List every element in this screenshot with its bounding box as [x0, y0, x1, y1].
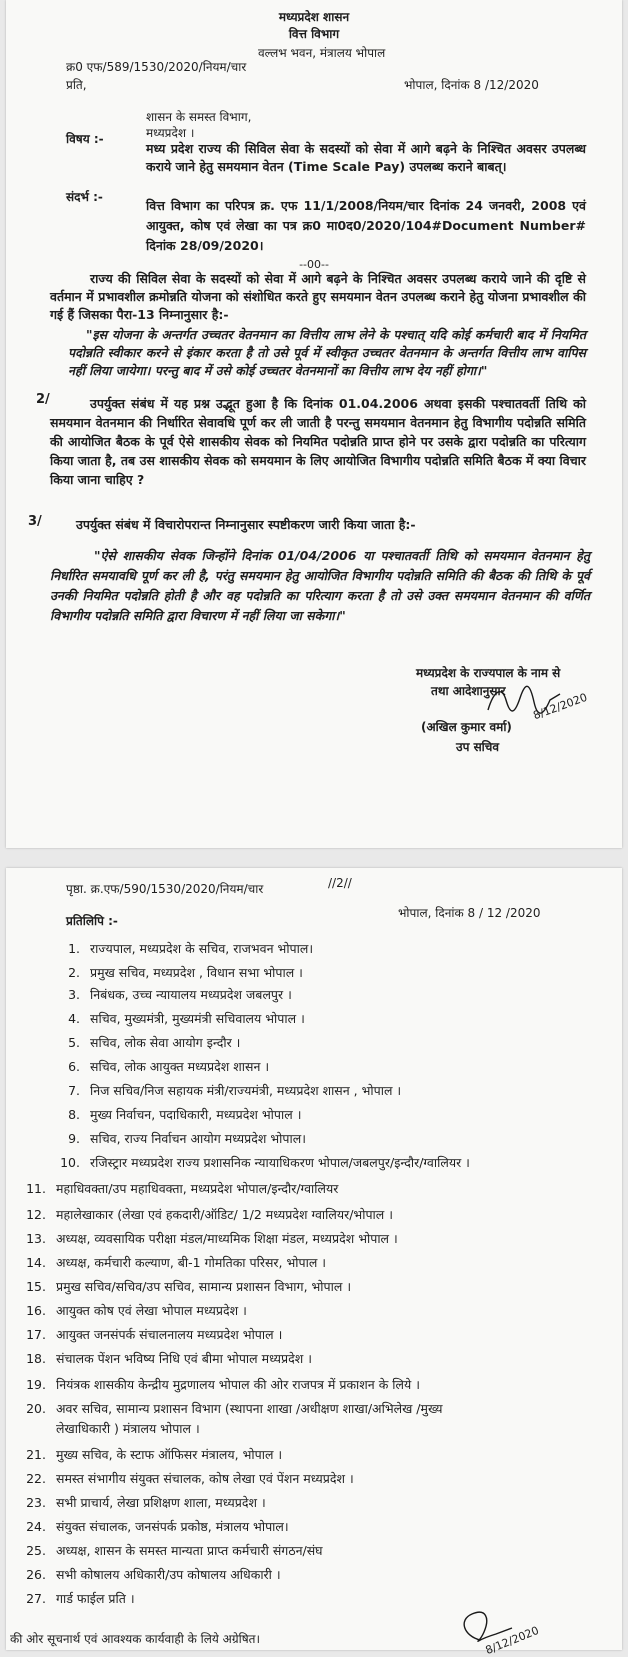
recipient-text: लेखाधिकारी ) मंत्रालय भोपाल ।: [56, 1421, 200, 1436]
copy-reference-number: पृष्ठा. क्र.एफ/590/1530/2020/नियम/चार: [66, 882, 264, 896]
recipient-number: 2.: [68, 965, 80, 980]
recipient-text: मुख्य सचिव, के स्टाफ ऑफिसर मंत्रालय, भोपाल ।: [56, 1447, 283, 1462]
recipient-list-item: [56, 964, 303, 981]
closing-line-2: तथा आदेशानुसार: [431, 684, 506, 698]
recipient-text: गार्ड फाईल प्रति ।: [56, 1591, 135, 1606]
recipient-line-1: शासन के समस्त विभाग,: [146, 110, 252, 124]
recipient-number: 21.: [26, 1447, 46, 1462]
paragraph-2-number: 2/: [36, 392, 50, 407]
recipient-line-2: मध्यप्रदेश ।: [146, 126, 195, 140]
recipient-number: 25.: [26, 1543, 46, 1558]
recipient-list-item: [22, 1302, 247, 1319]
recipient-list-item: [56, 1010, 305, 1027]
signature-date: 8/12/2020: [531, 690, 589, 723]
recipient-text: नियंत्रक शासकीय केन्द्रीय मुद्रणालय भोपाल की ओर राजपत्र में प्रकाशन के लिये ।: [56, 1377, 420, 1392]
recipient-text: आयुक्त जनसंपर्क संचालनालय मध्यप्रदेश भोपाल ।: [56, 1327, 283, 1342]
recipient-list-item: [56, 940, 313, 957]
recipient-list-item: [22, 1254, 326, 1271]
place-date: भोपाल, दिनांक 8 /12/2020: [404, 78, 539, 92]
quote-paragraph-13: "इस योजना के अन्तर्गत उच्चतर वेतनमान का वित्तीय लाभ लेने के पश्चात् यदि कोई कर्मचारी बाद में नियमित पदोन्नति स्वीकार करने से इंकार करता है तो उसे पूर्व में स्वीकृत उच्चतर वेतनमान के अन्तर्गत वित्तीय लाभ वापिस नहीं लिया जायेगा। परन्तु बाद में उसे कोई उच्चतर वेतनमानों का वित्तीय लाभ देय नहीं होगा।": [68, 327, 586, 378]
recipient-number: 8.: [68, 1107, 80, 1122]
recipient-list-item: [22, 1470, 354, 1487]
recipient-number: 17.: [26, 1327, 46, 1342]
subject-label: विषय :-: [66, 132, 104, 146]
recipient-number: 27.: [26, 1591, 46, 1606]
recipient-text: निबंधक, उच्च न्यायालय मध्यप्रदेश जबलपुर ।: [90, 987, 292, 1002]
recipient-number: 1.: [68, 941, 80, 956]
recipient-list-item: [22, 1206, 393, 1223]
recipient-text: सचिव, मुख्यमंत्री, मुख्यमंत्री सचिवालय भोपाल ।: [90, 1011, 305, 1026]
recipient-text: रजिस्ट्रार मध्यप्रदेश राज्य प्रशासनिक न्यायाधिकरण भोपाल/जबलपुर/इन्दौर/ग्वालियर ।: [90, 1155, 470, 1170]
recipient-list-item: [56, 1154, 470, 1171]
recipient-list-item: [22, 1180, 338, 1197]
copy-label: प्रतिलिपि :-: [66, 914, 118, 928]
recipient-text: समस्त संभागीय संयुक्त संचालक, कोष लेखा एवं पेंशन मध्यप्रदेश ।: [56, 1471, 354, 1486]
forwarding-note: की ओर सूचनार्थ एवं आवश्यक कार्यवाही के लिये अग्रेषित।: [10, 1632, 261, 1646]
header-address: वल्लभ भवन, मंत्रालय भोपाल: [258, 46, 386, 60]
signatory-name: (अखिल कुमार वर्मा): [421, 720, 512, 734]
recipient-text: महालेखाकार (लेखा एवं हकदारी/ऑडिट/ 1/2 मध्यप्रदेश ग्वालियर/भोपाल ।: [56, 1207, 393, 1222]
recipient-list-item: [22, 1566, 281, 1583]
signatory-title: उप सचिव: [456, 740, 500, 754]
paragraph-2: उपर्युक्त संबंध में यह प्रश्न उद्भूत हुआ है कि दिनांक 01.04.2006 अथवा इसकी पश्चातवर्ती तिथि को समयमान वेतनमान की निर्धारित सेवावधि पूर्ण कर ली जाती है परन्तु समयमान वेतनमान हेतु विभागीय पदोन्नति समिति की आयोजित बैठक के पूर्व ऐसे शासकीय सेवक को नियमित पदोन्नति प्राप्त होने पर उसके द्वारा पदोन्नति का परित्याग किया जाता है, तब उस शासकीय सेवक को समयमान के लिए आयोजित विभागीय पदोन्नति समिति बैठक में क्या विचार किया जाना चाहिए ?: [50, 396, 586, 487]
recipient-list-item: [22, 1376, 420, 1393]
recipient-list-item: [22, 1278, 351, 1295]
recipient-text: सचिव, लोक सेवा आयोग इन्दौर ।: [90, 1035, 241, 1050]
header-government: मध्यप्रदेश शासन: [278, 10, 350, 24]
letter-page-1: [6, 0, 622, 848]
recipient-number: 3.: [68, 987, 80, 1002]
subject-text: मध्य प्रदेश राज्य की सिविल सेवा के सदस्यों को सेवा में आगे बढ़ने के निश्चित अवसर उपलब्ध कराये जाने हेतु समयमान वेतन (Time Scale Pay) उपलब्ध कराने बाबत्।: [146, 141, 586, 174]
closing-line-1: मध्यप्रदेश के राज्यपाल के नाम से: [416, 666, 561, 680]
page-marker: //2//: [328, 876, 352, 890]
recipient-number: 26.: [26, 1567, 46, 1582]
reference-label: संदर्भ :-: [66, 190, 103, 204]
recipient-list-item: [56, 1058, 269, 1075]
recipient-list-item: [22, 1400, 443, 1417]
recipient-list-item: [22, 1420, 200, 1437]
recipient-list-item: [56, 986, 292, 1003]
recipient-text: सचिव, लोक आयुक्त मध्यप्रदेश शासन ।: [90, 1059, 270, 1074]
header-department: वित्त विभाग: [288, 27, 340, 41]
recipient-text: प्रमुख सचिव/सचिव/उप सचिव, सामान्य प्रशासन विभाग, भोपाल ।: [56, 1279, 352, 1294]
to-label: प्रति,: [66, 78, 87, 92]
recipient-text: सभी कोषालय अधिकारी/उप कोषालय अधिकारी ।: [56, 1567, 281, 1582]
paragraph-3-number: 3/: [28, 514, 42, 529]
recipient-text: प्रमुख सचिव, मध्यप्रदेश , विधान सभा भोपाल ।: [90, 965, 303, 980]
recipient-number: 22.: [26, 1471, 46, 1486]
recipient-number: 15.: [26, 1279, 46, 1294]
recipient-number: 11.: [26, 1181, 46, 1196]
recipient-number: 7.: [68, 1083, 80, 1098]
copy-place-date: भोपाल, दिनांक 8 / 12 /2020: [398, 906, 541, 920]
recipient-list-item: [56, 1034, 240, 1051]
recipient-text: राज्यपाल, मध्यप्रदेश के सचिव, राजभवन भोपाल।: [90, 941, 314, 956]
recipient-list-item: [22, 1350, 312, 1367]
recipient-list-item: [56, 1130, 306, 1147]
recipient-text: सभी प्राचार्य, लेखा प्रशिक्षण शाला, मध्यप्रदेश ।: [56, 1495, 266, 1510]
separator: --00--: [299, 258, 329, 271]
recipient-number: 23.: [26, 1495, 46, 1510]
quote-clarification: "ऐसे शासकीय सेवक जिन्होंने दिनांक 01/04/2006 या पश्चातवर्ती तिथि को समयमान वेतनमान हेतु निर्धारित समयावधि पूर्ण कर ली है, परंतु समयमान हेतु आयोजित विभागीय पदोन्नति समिति की बैठक की तिथि के पूर्व उनकी नियमित पदोन्नति होती है और वह पदोन्नति का परित्याग करता है तो उसे उक्त समयमान वेतनमान की वर्णित विभागीय पदोन्नति समिति द्वारा विचारण में नहीं लिया जा सकेगा।": [50, 548, 590, 623]
recipient-text: संचालक पेंशन भविष्य निधि एवं बीमा भोपाल मध्यप्रदेश ।: [56, 1351, 312, 1366]
recipient-number: 16.: [26, 1303, 46, 1318]
reference-number: क्र0 एफ/589/1530/2020/नियम/चार: [66, 60, 247, 74]
recipient-text: अध्यक्ष, व्यवसायिक परीक्षा मंडल/माध्यमिक शिक्षा मंडल, मध्यप्रदेश भोपाल ।: [56, 1231, 398, 1246]
recipient-list-item: [22, 1326, 282, 1343]
recipient-text: मुख्य निर्वाचन, पदाधिकारी, मध्यप्रदेश भोपाल ।: [90, 1107, 302, 1122]
recipient-list-item: [56, 1106, 301, 1123]
letter-page-2: [6, 868, 622, 1657]
recipient-text: आयुक्त कोष एवं लेखा भोपाल मध्यप्रदेश ।: [56, 1303, 247, 1318]
recipient-number: 10.: [60, 1155, 80, 1170]
copy-signature-date: 8/12/2020: [483, 1623, 541, 1657]
recipient-number: 9.: [68, 1131, 80, 1146]
recipient-text: अवर सचिव, सामान्य प्रशासन विभाग (स्थापना शाखा /अधीक्षण शाखा/अभिलेख /मुख्य: [56, 1401, 443, 1416]
recipient-number: 24.: [26, 1519, 46, 1534]
recipient-number: 4.: [68, 1011, 80, 1026]
recipient-list-item: [22, 1494, 266, 1511]
recipient-list-item: [22, 1590, 135, 1607]
recipient-number: 20.: [26, 1401, 46, 1416]
recipient-text: अध्यक्ष, कर्मचारी कल्याण, बी-1 गोमतिका परिसर, भोपाल ।: [56, 1255, 327, 1270]
recipient-number: 5.: [68, 1035, 80, 1050]
recipient-number: 19.: [26, 1377, 46, 1392]
recipient-number: 6.: [68, 1059, 80, 1074]
recipient-list-item: [22, 1518, 289, 1535]
recipient-text: संयुक्त संचालक, जनसंपर्क प्रकोष्ठ, मंत्रालय भोपाल।: [56, 1519, 289, 1534]
recipient-number: 18.: [26, 1351, 46, 1366]
reference-text: वित्त विभाग का परिपत्र क्र. एफ 11/1/2008/नियम/चार दिनांक 24 जनवरी, 2008 एवं आयुक्त, कोष एवं लेखा का पत्र क्र0 मा0द0/2020/104#Document Number# दिनांक 28/09/2020।: [146, 198, 586, 253]
recipient-text: निज सचिव/निज सहायक मंत्री/राज्यमंत्री, मध्यप्रदेश शासन , भोपाल ।: [90, 1083, 402, 1098]
recipient-list-item: [22, 1542, 323, 1559]
recipient-list-item: [56, 1082, 401, 1099]
recipient-text: महाधिवक्ता/उप महाधिवक्ता, मध्यप्रदेश भोपाल/इन्दौर/ग्वालियर: [56, 1181, 339, 1196]
recipient-number: 13.: [26, 1231, 46, 1246]
paragraph-1: राज्य की सिविल सेवा के सदस्यों को सेवा में आगे बढ़ने के निश्चित अवसर उपलब्ध कराये जाने की दृष्टि से वर्तमान में प्रभावशील क्रमोन्नति योजना को संशोधित करते हुए समयमान वेतन उपलब्ध कराने हेतु योजना प्रभावशील की गई हैं जिसका पैरा-13 निम्नानुसार है:-: [50, 271, 586, 322]
recipient-number: 12.: [26, 1207, 46, 1222]
recipient-text: सचिव, राज्य निर्वाचन आयोग मध्यप्रदेश भोपाल।: [90, 1131, 306, 1146]
recipient-text: अध्यक्ष, शासन के समस्त मान्यता प्राप्त कर्मचारी संगठन/संघ: [56, 1543, 323, 1558]
recipient-list-item: [22, 1446, 282, 1463]
recipient-number: 14.: [26, 1255, 46, 1270]
recipient-list-item: [22, 1230, 398, 1247]
paragraph-3: उपर्युक्त संबंध में विचारोपरान्त निम्नानुसार स्पष्टीकरण जारी किया जाता है:-: [76, 517, 416, 532]
